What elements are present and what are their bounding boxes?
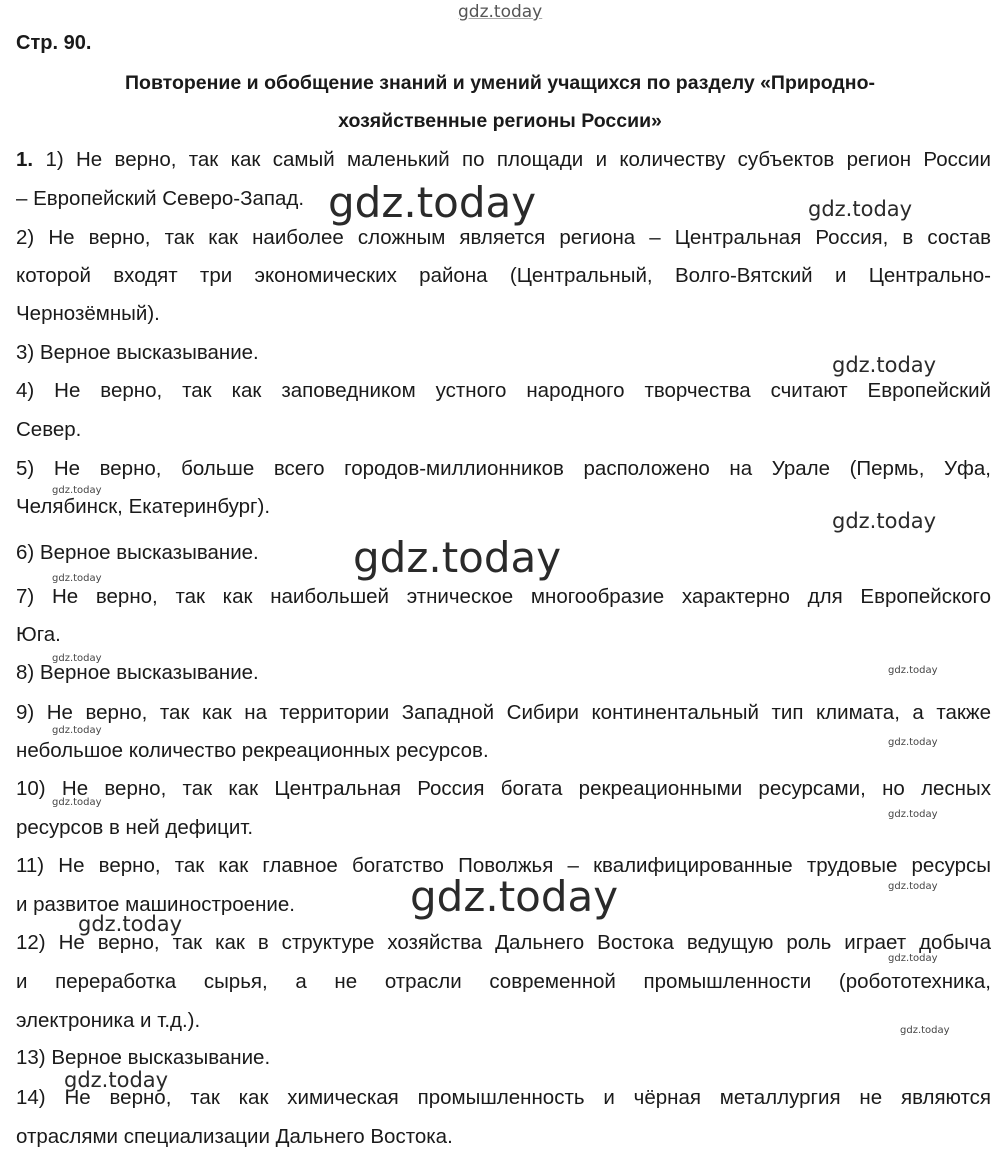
answer-line: 9) Не верно, так как на территории Западной Сибири континентальный тип климата, а также (16, 701, 991, 724)
watermark: gdz.today (888, 953, 938, 964)
watermark: gdz.today (78, 912, 183, 936)
section-title-line-2: хозяйственные регионы России» (338, 110, 662, 132)
watermark: gdz.today (888, 737, 938, 748)
answer-line: которой входят три экономических района (Центральный, Волго-Вятский и Центрально- (16, 264, 991, 287)
answer-line: Север. (16, 418, 82, 441)
answer-text: 1) Не верно, так как самый маленький по площади и количеству субъектов регион России (33, 148, 991, 171)
answer-line: отраслями специализации Дальнего Востока. (16, 1125, 453, 1148)
answer-line: небольшое количество рекреационных ресурсов. (16, 739, 489, 762)
answer-line: Юга. (16, 623, 61, 646)
watermark: gdz.today (410, 872, 619, 921)
watermark: gdz.today (52, 725, 102, 736)
watermark: gdz.today (353, 533, 562, 582)
answer-line: ресурсов в ней дефицит. (16, 816, 254, 839)
watermark: gdz.today (52, 485, 102, 496)
section-title-line-1: Повторение и обобщение знаний и умений учащихся по разделу «Природно- (125, 72, 875, 94)
answer-line: 8) Верное высказывание. (16, 661, 259, 684)
watermark: gdz.today (888, 665, 938, 676)
watermark: gdz.today (64, 1068, 169, 1092)
answer-line: 10) Не верно, так как Центральная Россия богата рекреационными ресурсами, но лесных (16, 777, 991, 800)
watermark: gdz.today (832, 353, 937, 377)
header-watermark[interactable]: gdz.today (458, 2, 543, 22)
watermark: gdz.today (832, 509, 937, 533)
answer-line: 7) Не верно, так как наибольшей этническое многообразие характерно для Европейского (16, 585, 991, 608)
answer-line: и развитое машиностроение. (16, 893, 295, 916)
answer-line: 6) Верное высказывание. (16, 541, 259, 564)
watermark: gdz.today (52, 573, 102, 584)
watermark: gdz.today (888, 809, 938, 820)
watermark: gdz.today (900, 1025, 950, 1036)
answer-line: 3) Верное высказывание. (16, 341, 259, 364)
watermark: gdz.today (808, 197, 913, 221)
watermark: gdz.today (52, 653, 102, 664)
answer-line: Челябинск, Екатеринбург). (16, 495, 271, 518)
answer-line: электроника и т.д.). (16, 1009, 201, 1032)
watermark: gdz.today (52, 797, 102, 808)
answer-line: и переработка сырья, а не отрасли современной промышленности (робототехника, (16, 970, 991, 993)
watermark: gdz.today (888, 881, 938, 892)
answer-line: 2) Не верно, так как наиболее сложным является региона – Центральная Россия, в состав (16, 226, 991, 249)
answer-line: 11) Не верно, так как главное богатство Поволжья – квалифицированные трудовые ресурсы (16, 854, 991, 877)
answer-line: 14) Не верно, так как химическая промышленность и чёрная металлургия не являются (16, 1086, 991, 1109)
answer-number: 1. (16, 148, 34, 171)
answer-line: 12) Не верно, так как в структуре хозяйства Дальнего Востока ведущую роль играет добыча (16, 931, 991, 954)
answer-line: 5) Не верно, больше всего городов-миллионников расположено на Урале (Пермь, Уфа, (16, 457, 991, 480)
answer-line: 13) Верное высказывание. (16, 1046, 271, 1069)
answer-line (16, 147, 991, 173)
answer-line: 4) Не верно, так как заповедником устного народного творчества считают Европейский (16, 379, 991, 402)
watermark: gdz.today (328, 178, 537, 227)
page-label: Стр. 90. (16, 32, 92, 54)
answer-line: Чернозёмный). (16, 302, 160, 325)
answer-line: – Европейский Северо-Запад. (16, 187, 305, 210)
